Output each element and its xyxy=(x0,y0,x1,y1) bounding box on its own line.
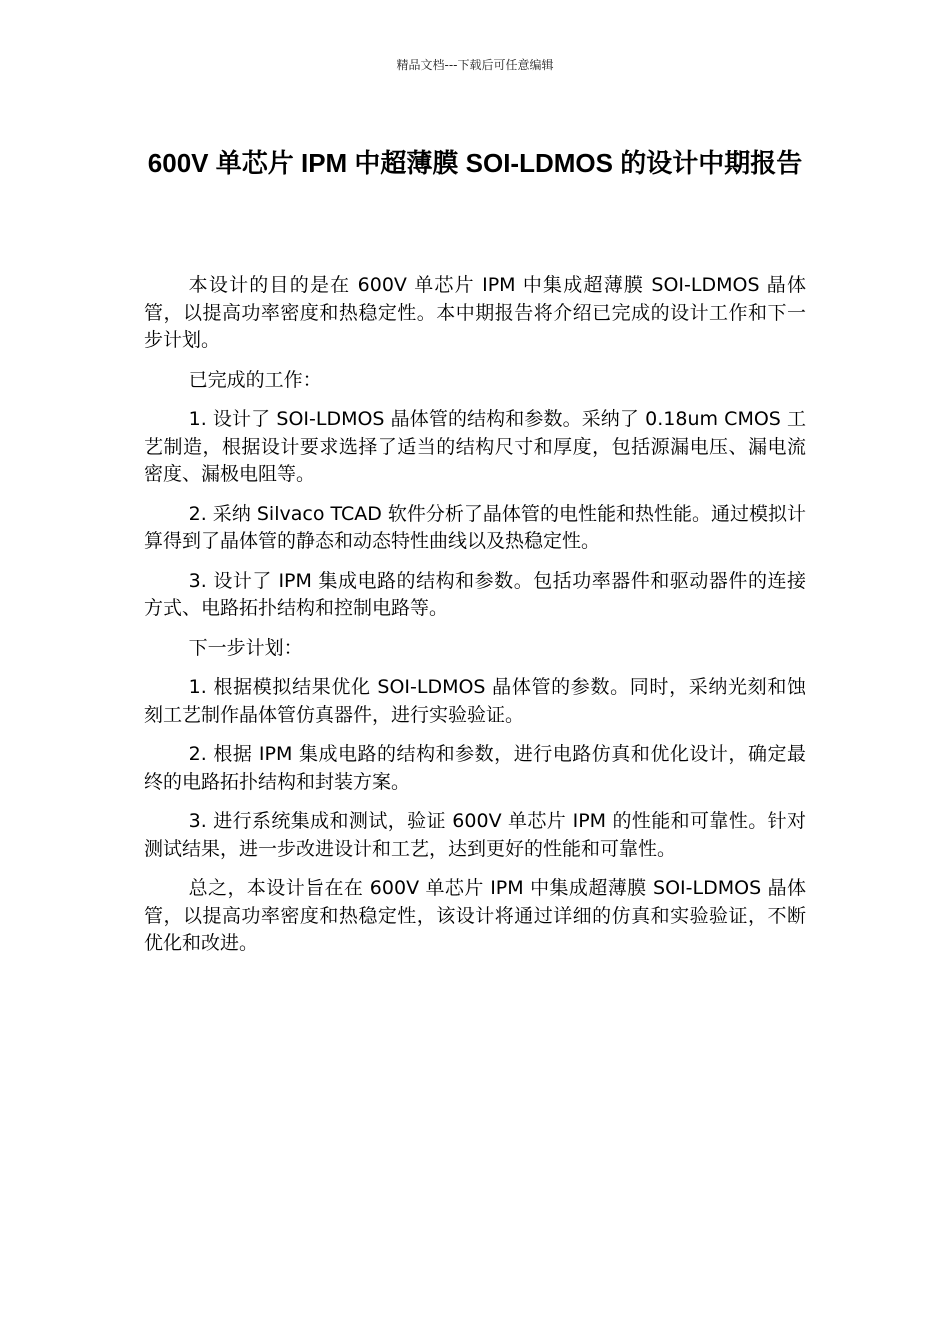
conclusion-paragraph: 总之，本设计旨在在 600V 单芯片 IPM 中集成超薄膜 SOI-LDMOS 晶体管，以提高功率密度和热稳定性，该设计将通过详细的仿真和实验验证，不断优化和改进。 xyxy=(144,877,806,954)
completed-work-heading: 已完成的工作： xyxy=(188,368,322,391)
plan-item-3: 3. 进行系统集成和测试，验证 600V 单芯片 IPM 的性能和可靠性。针对测试结果，进一步改进设计和工艺，达到更好的性能和可靠性。 xyxy=(144,810,806,860)
document-title: 600V 单芯片 IPM 中超薄膜 SOI-LDMOS 的设计中期报告 xyxy=(147,148,803,178)
completed-item-2: 2. 采纳 Silvaco TCAD 软件分析了晶体管的电性能和热性能。通过模拟计算得到了晶体管的静态和动态特性曲线以及热稳定性。 xyxy=(144,502,806,552)
next-plan-heading: 下一步计划： xyxy=(188,636,303,659)
completed-item-3: 3. 设计了 IPM 集成电路的结构和参数。包括功率器件和驱动器件的连接方式、电路拓扑结构和控制电路等。 xyxy=(144,569,806,619)
plan-item-2: 2. 根据 IPM 集成电路的结构和参数，进行电路仿真和优化设计，确定最终的电路拓扑结构和封装方案。 xyxy=(144,743,806,793)
document-body xyxy=(144,272,806,970)
page-header: 精品文档---下载后可任意编辑 xyxy=(396,58,554,72)
completed-item-1: 1. 设计了 SOI-LDMOS 晶体管的结构和参数。采纳了 0.18um CMOS 工艺制造，根据设计要求选择了适当的结构尺寸和厚度，包括源漏电压、漏电流密度、漏极电阻等。 xyxy=(144,408,806,485)
intro-paragraph: 本设计的目的是在 600V 单芯片 IPM 中集成超薄膜 SOI-LDMOS 晶体管，以提高功率密度和热稳定性。本中期报告将介绍已完成的设计工作和下一步计划。 xyxy=(144,274,806,351)
plan-item-1: 1. 根据模拟结果优化 SOI-LDMOS 晶体管的参数。同时，采纳光刻和蚀刻工艺制作晶体管仿真器件，进行实验验证。 xyxy=(144,676,806,726)
